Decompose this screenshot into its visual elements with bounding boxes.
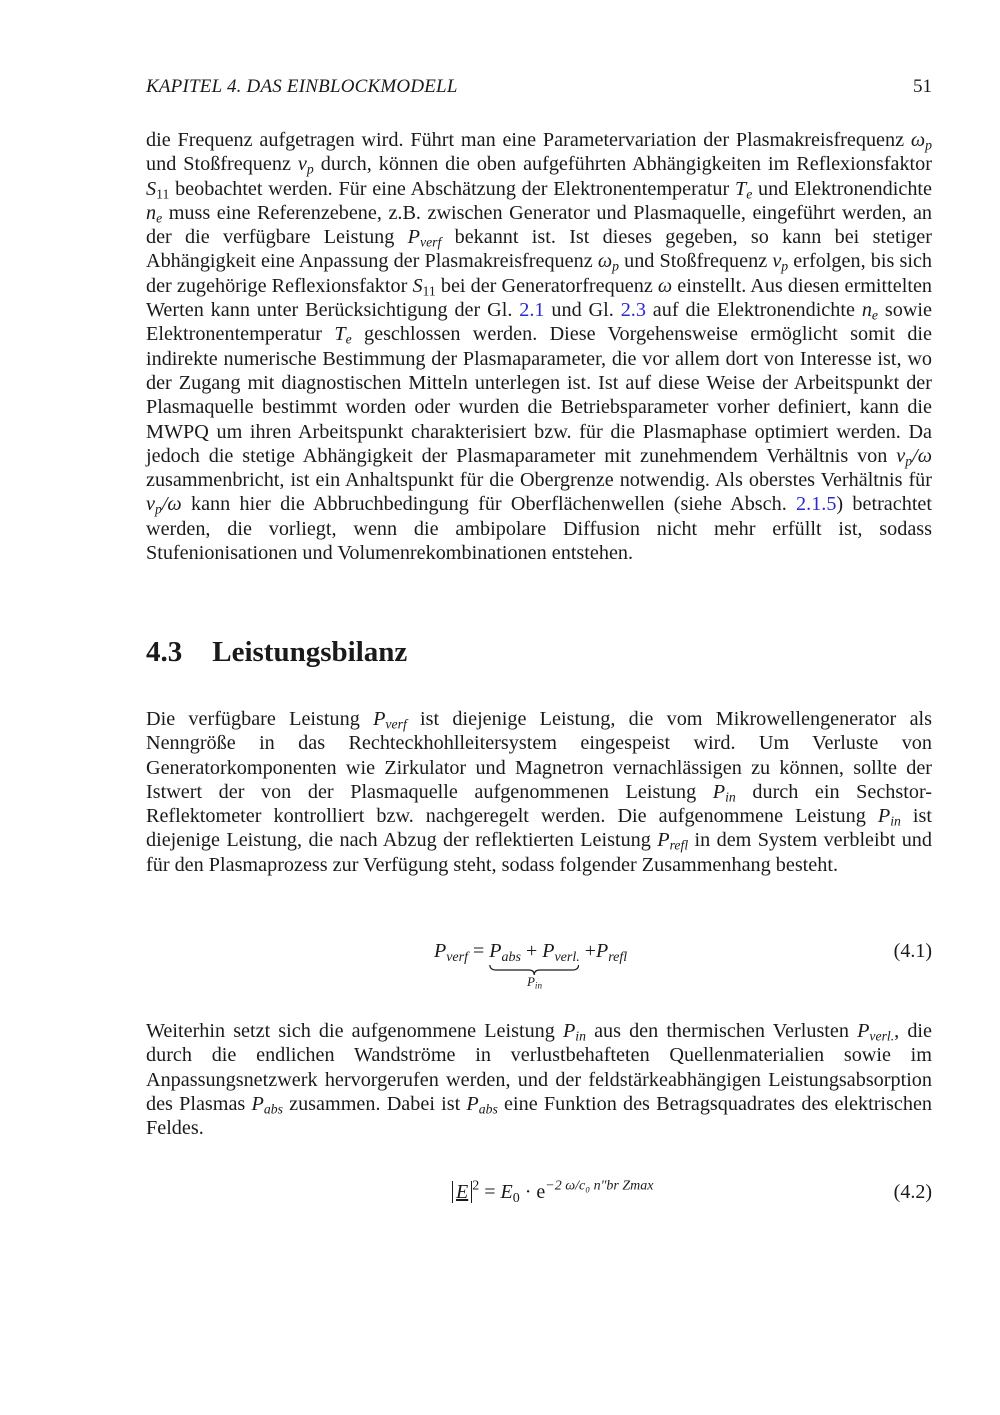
equation-4-2-formula: E $^2 = E_0 \cdot e^{-2 \omega/c_0 n''br Zmax}$ bbox=[452, 1181, 653, 1204]
page-number: 51 bbox=[913, 76, 932, 97]
section-link-2-1-5[interactable]: 2.1.5 bbox=[796, 493, 837, 516]
underbrace-label: $P_{in}$ bbox=[526, 974, 542, 991]
equation-4-2 bbox=[146, 1178, 932, 1241]
equation-link-2-1[interactable]: 2.1 bbox=[519, 299, 545, 322]
underbrace-group: $P_{abs} + P_{verl.}$ $P_{in}$ bbox=[489, 940, 580, 991]
section-title: Leistungsbilanz bbox=[212, 636, 408, 668]
paragraph-power-definition: Die verfügbare Leistung $P_{verf}$ ist diejenige Leistung, die vom Mikrowellengenerator als Nenngröße in das Rechteckhohlleitersystem eingespeist wird. Um Verluste von Generatorkomponenten wie Zirkulator und Magnetron vernachlässigen zu können, sollte der Istwert der von der Plasmaquelle aufgenommenen Leistung $P_{in}$ durch ein Sechstor-Reflektometer kontrolliert bzw. nachgeregelt werden. Die aufgenommene Leistung $P_{in}$ ist diejenige Leistung, die nach Abzug der reflektierten Leistung $P_{refl}$ in dem System verbleibt und für den Plasmaprozess zur Verfügung steht, sodass folgender Zusammenhang besteht. bbox=[146, 708, 933, 876]
paragraph-plasma-parameters: die Frequenz aufgetragen wird. Führt man eine Parametervariation der Plasmakreisfrequenz $\omega_p$ und Stoßfrequenz $\nu_p$ durch, können die oben aufgeführten Abhängigkeiten im Reflexionsfaktor $S_{11}$ beobachtet werden. Für eine Abschätzung der Elektronentemperatur $T_e$ und Elektronendichte $n_e$ muss eine Referenzebene, z.B. zwischen Generator und Plasmaquelle, eingeführt werden, an der die verfügbare Leistung $P_{verf}$ bekannt ist. Ist dieses gegeben, so kann bei stetiger Abhängigkeit eine Anpassung der Plasmakreisfrequenz $\omega_p$ und Stoßfrequenz $\nu_p$ erfolgen, bis sich der zugehörige Reflexionsfaktor $S_{11}$ bei der Generatorfrequenz ω einstellt. Aus diesen ermittelten Werten kann unter Berücksichtigung der Gl. 2.1 und Gl. 2.3 auf die Elektronendichte $n_e$ sowie Elektronentemperatur $T_e$ geschlossen werden. Diese Vorgehensweise ermöglicht somit die indirekte numerische Bestimmung der Plasmaparameter, die vor allem dort von Interesse ist, wo der Zugang mit diagnostischen Mitteln unterlegen ist. Ist auf diese Weise der Arbeitspunkt der Plasmaquelle bestimmt worden oder wurden die Betriebsparameter vorher definiert, kann die MWPQ um ihren Arbeitspunkt charakterisiert bzw. für die Plasmaphase optimiert werden. Da jedoch die stetige Abhängigkeit der Plasmaparameter mit zunehmendem Verhältnis von $\nu_p/\omega$ zusammenbricht, ist ein Anhaltspunkt für die Obergrenze notwendig. Als oberstes Verhältnis für $\nu_p/\omega$ kann hier die Abbruchbedingung für Oberflächenwellen (siehe Absch. 2.1.5) betrachtet werden, die vorliegt, wenn die ambipolare Diffusion nicht mehr erfüllt ist, sodass Stufenionisationen und Volumenrekombinationen entstehen. bbox=[146, 129, 932, 565]
equation-link-2-3[interactable]: 2.3 bbox=[620, 299, 646, 322]
equation-4-1 bbox=[146, 940, 932, 1000]
equation-4-1-formula: $P_{verf} = P_{abs} + P_{verl.}$ $P_{in}$ $+P_{refl}$ bbox=[434, 940, 628, 991]
running-head bbox=[146, 76, 932, 98]
section-number: 4.3 bbox=[146, 636, 183, 668]
equation-number: (4.2) bbox=[893, 1181, 932, 1203]
equation-number: (4.1) bbox=[893, 940, 932, 962]
chapter-title: KAPITEL 4. DAS EINBLOCKMODELL bbox=[146, 76, 458, 97]
paragraph-absorbed-power: Weiterhin setzt sich die aufgenommene Leistung $P_{in}$ aus den thermischen Verlusten $P_{verl.}$, die durch die endlichen Wandströme in verlustbehafteten Quellenmaterialien sowie im Anpassungsnetzwerk hervorgerufen werden, und der feldstärkeabhängigen Leistungsabsorption des Plasmas $P_{abs}$ zusammen. Dabei ist $P_{abs}$ eine Funktion des Betragsquadrates des elektrischen Feldes. bbox=[146, 1020, 932, 1140]
section-heading bbox=[146, 636, 932, 669]
